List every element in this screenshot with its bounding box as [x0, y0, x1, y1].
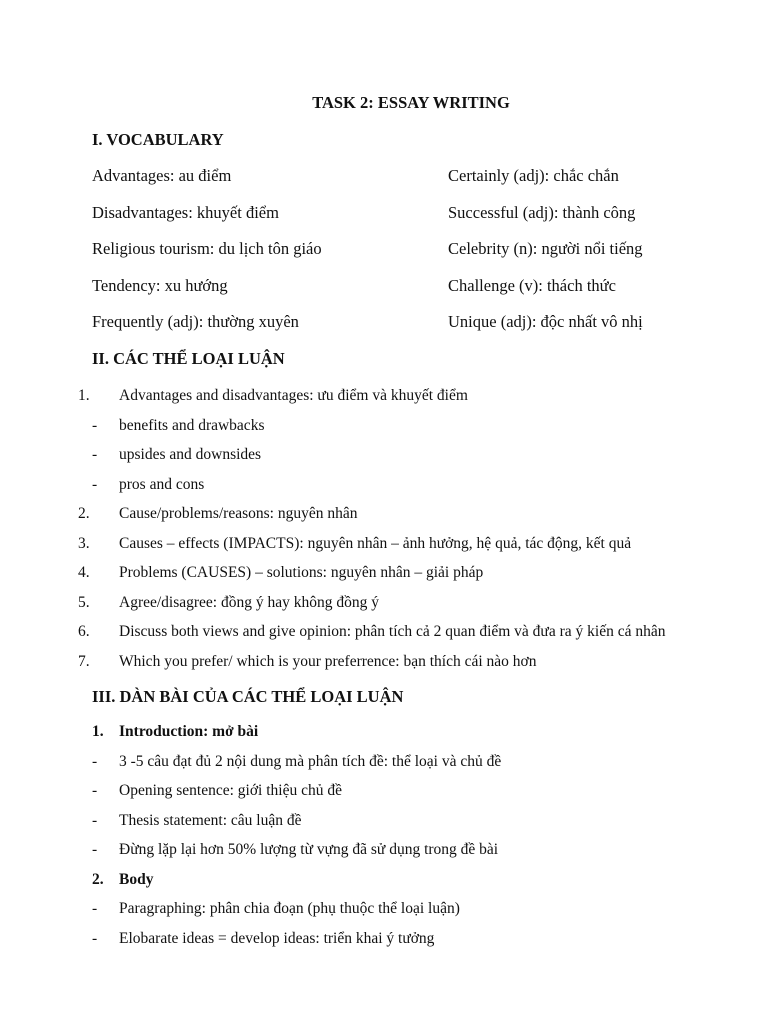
list-item-text: Introduction: mở bài: [119, 723, 259, 740]
list-item-text: Opening sentence: giới thiệu chủ đề: [119, 782, 342, 799]
list-item: [0, 753, 768, 783]
vocabulary-term: Certainly (adj): chắc chắn: [448, 166, 619, 185]
list-item-text: upsides and downsides: [119, 446, 262, 463]
list-item: [0, 723, 768, 753]
section-heading-vocabulary: I. VOCABULARY: [92, 130, 224, 149]
list-item: [0, 900, 768, 930]
vocabulary-row: [92, 166, 732, 203]
vocabulary-term: Frequently (adj): thường xuyên: [92, 312, 299, 332]
list-item: [0, 505, 768, 535]
list-dash: -: [92, 782, 98, 799]
list-item-text: Cause/problems/reasons: nguyên nhân: [119, 505, 358, 522]
list-number: 5.: [78, 593, 90, 611]
list-item-text: Advantages and disadvantages: ưu điểm và khuyết điểm: [119, 387, 468, 404]
list-number: 2.: [78, 505, 90, 522]
list-item: [0, 476, 768, 506]
list-number: 3.: [78, 534, 90, 552]
list-dash: -: [92, 841, 98, 858]
list-item: [0, 535, 768, 565]
vocabulary-row: [92, 239, 732, 276]
section-heading-essay-outline: III. DÀN BÀI CỦA CÁC THỂ LOẠI LUẬN: [92, 687, 404, 706]
list-item: [0, 446, 768, 476]
list-number: 4.: [78, 564, 90, 581]
list-item: [0, 782, 768, 812]
list-dash: -: [92, 475, 98, 493]
vocabulary-term: Religious tourism: du lịch tôn giáo: [92, 239, 322, 259]
list-item: [0, 653, 768, 683]
list-item: [0, 594, 768, 624]
list-dash: -: [92, 929, 98, 947]
list-item: [0, 417, 768, 447]
list-number: 2.: [92, 870, 104, 888]
vocabulary-term: Tendency: xu hướng: [92, 275, 228, 295]
list-dash: -: [92, 446, 98, 463]
list-item-text: benefits and drawbacks: [119, 416, 265, 434]
vocabulary-term: Celebrity (n): người nổi tiếng: [448, 239, 643, 259]
vocabulary-row: [92, 276, 732, 313]
list-number: 1.: [92, 723, 104, 740]
essay-outline-list: [0, 723, 768, 959]
list-item: [0, 871, 768, 901]
vocabulary-term: Challenge (v): thách thức: [448, 275, 616, 295]
list-item-text: Causes – effects (IMPACTS): nguyên nhân – ảnh hưởng, hệ quả, tác động, kết quả: [119, 534, 632, 552]
list-item-text: Problems (CAUSES) – solutions: nguyên nhân – giải pháp: [119, 564, 484, 581]
list-item: [0, 812, 768, 842]
list-item-text: pros and cons: [119, 475, 205, 493]
vocabulary-term: Unique (adj): độc nhất vô nhị: [448, 312, 643, 332]
list-number: 7.: [78, 652, 90, 670]
vocabulary-term: Successful (adj): thành công: [448, 202, 636, 222]
document-title: TASK 2: ESSAY WRITING: [312, 93, 510, 112]
essay-types-list: [0, 387, 768, 682]
list-dash: -: [92, 811, 98, 829]
vocabulary-term: Advantages: au điểm: [92, 166, 232, 185]
vocabulary-row: [92, 312, 732, 349]
vocabulary-table: [92, 166, 732, 349]
vocabulary-row: [92, 203, 732, 240]
list-number: 1.: [78, 387, 90, 404]
list-item-text: Discuss both views and give opinion: phân tích cả 2 quan điểm và đưa ra ý kiến cá nhân: [119, 623, 666, 640]
list-item-text: Elobarate ideas = develop ideas: triển khai ý tưởng: [119, 929, 435, 947]
list-item-text: Thesis statement: câu luận đề: [119, 811, 302, 829]
vocabulary-term: Disadvantages: khuyết điểm: [92, 202, 279, 222]
list-item-text: Agree/disagree: đồng ý hay không đồng ý: [119, 593, 379, 611]
list-item-text: Body: [119, 870, 154, 888]
list-item-text: Đừng lặp lại hơn 50% lượng từ vựng đã sử dụng trong đề bài: [119, 841, 499, 858]
list-item: [0, 564, 768, 594]
list-number: 6.: [78, 623, 90, 640]
list-dash: -: [92, 752, 98, 770]
list-item: [0, 841, 768, 871]
list-item: [0, 387, 768, 417]
list-dash: -: [92, 900, 98, 917]
list-dash: -: [92, 416, 98, 434]
list-item-text: 3 -5 câu đạt đủ 2 nội dung mà phân tích đề: thể loại và chủ đề: [119, 752, 502, 770]
section-heading-essay-types: II. CÁC THỂ LOẠI LUẬN: [92, 349, 285, 368]
list-item: [0, 623, 768, 653]
list-item-text: Paragraphing: phân chia đoạn (phụ thuộc thể loại luận): [119, 900, 460, 917]
list-item-text: Which you prefer/ which is your preferrence: bạn thích cái nào hơn: [119, 652, 537, 670]
list-item: [0, 930, 768, 960]
